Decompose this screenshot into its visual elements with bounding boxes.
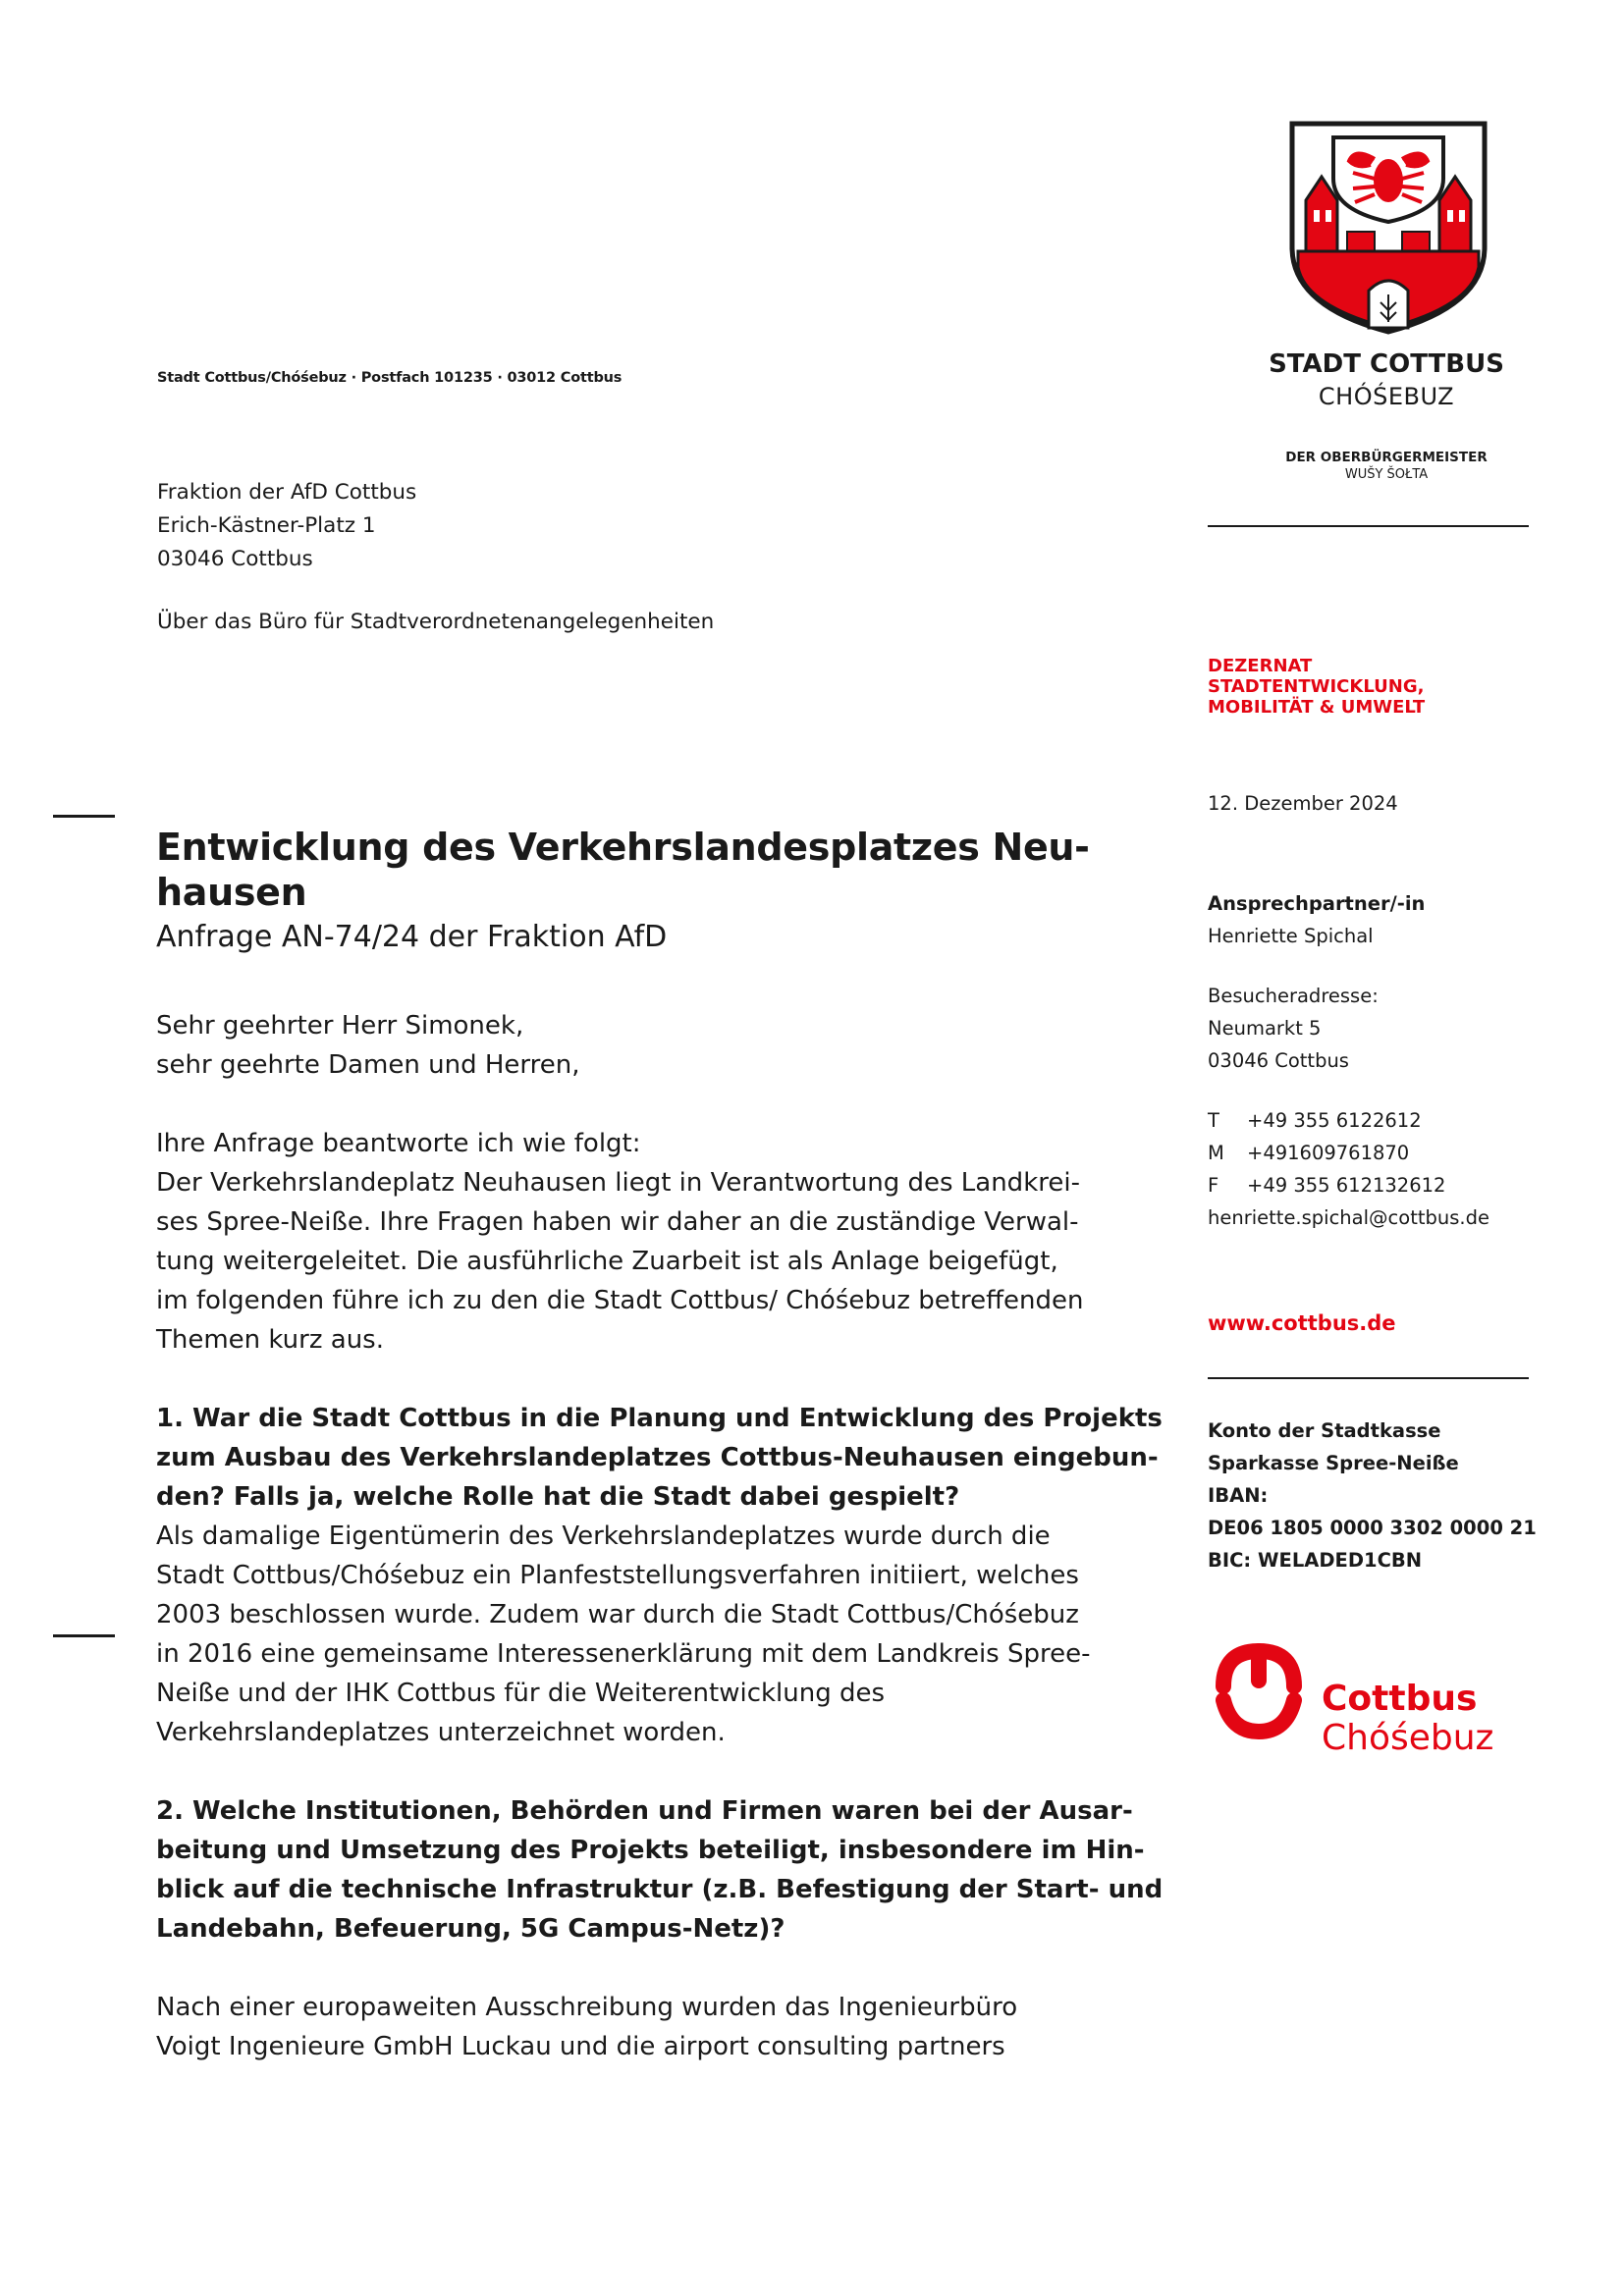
coat-of-arms-logo <box>1284 120 1492 336</box>
divider <box>1208 525 1529 527</box>
contact-heading: Ansprechpartner/-in <box>1208 892 1426 915</box>
question-line: 1. War die Stadt Cottbus in die Planung und Entwicklung des Projekts <box>156 1404 1163 1433</box>
salutation <box>156 1006 1128 1085</box>
phone-number[interactable]: +49 355 6122612 <box>1247 1109 1422 1132</box>
answer-line: Stadt Cottbus/Chóśebuz ein Planfeststellungsverfahren initiiert, welches <box>156 1561 1079 1590</box>
department-line: MOBILITÄT & UMWELT <box>1208 697 1426 718</box>
sender-return-address: Stadt Cottbus/Chóśebuz · Postfach 101235 · 03012 Cottbus <box>157 370 623 386</box>
answer-2 <box>156 1988 1128 2066</box>
office-name-sorbian: WUŠY ŠOŁTA <box>1344 467 1429 482</box>
department-name <box>1208 656 1425 718</box>
fax-number: +49 355 612132612 <box>1247 1174 1446 1197</box>
divider <box>1208 1377 1529 1379</box>
fold-mark <box>53 815 115 818</box>
via-line: Über das Büro für Stadtverordnetenangelegenheiten <box>157 610 715 634</box>
phone-label: T <box>1208 1109 1219 1132</box>
mobile-label: M <box>1208 1142 1224 1164</box>
phone-row <box>1208 1104 1489 1137</box>
website-link[interactable]: www.cottbus.de <box>1208 1311 1396 1335</box>
answer-line: 2003 beschlossen wurde. Zudem war durch die Stadt Cottbus/Chóśebuz <box>156 1600 1079 1629</box>
title-line: hausen <box>156 871 307 914</box>
brand-wordmark <box>1322 1680 1493 1758</box>
title-line: Entwicklung des Verkehrslandesplatzes Neu- <box>156 826 1090 869</box>
question-line: den? Falls ja, welche Rolle hat die Stadt dabei gespielt? <box>156 1482 960 1512</box>
bank-line: Sparkasse Spree-Neiße <box>1208 1452 1459 1474</box>
text-line: Themen kurz aus. <box>156 1325 384 1355</box>
text-line: im folgenden führe ich zu den die Stadt Cottbus/ Chóśebuz betreffenden <box>156 1286 1084 1315</box>
question-line: zum Ausbau des Verkehrslandeplatzes Cottbus-Neuhausen eingebun- <box>156 1443 1159 1472</box>
answer-line: Verkehrslandeplatzes unterzeichnet worden. <box>156 1718 726 1747</box>
answer-line: in 2016 eine gemeinsame Interessenerklärung mit dem Landkreis Spree- <box>156 1639 1091 1669</box>
question-line: Landebahn, Befeuerung, 5G Campus-Netz)? <box>156 1914 785 1944</box>
answer-line: Nach einer europaweiten Ausschreibung wurden das Ingenieurbüro <box>156 1993 1018 2022</box>
city-name: STADT COTTBUS <box>1269 349 1504 379</box>
office-name: DER OBERBÜRGERMEISTER <box>1285 450 1488 465</box>
question-2 <box>156 1791 1164 1949</box>
visitor-address-label: Besucheradresse: <box>1208 985 1379 1007</box>
email-link[interactable]: henriette.spichal@cottbus.de <box>1208 1206 1489 1229</box>
brand-name-sorbian: Chóśebuz <box>1322 1718 1494 1758</box>
question-line: blick auf die technische Infrastruktur (z.B. Befestigung der Start- und <box>156 1875 1164 1904</box>
text-line: ses Spree-Neiße. Ihre Fragen haben wir daher an die zuständige Verwal- <box>156 1207 1079 1237</box>
bank-line: Konto der Stadtkasse <box>1208 1419 1441 1442</box>
letter-title <box>156 825 1128 915</box>
salutation-line: sehr geehrte Damen und Herren, <box>156 1050 580 1080</box>
fax-label: F <box>1208 1174 1219 1197</box>
recipient-line: Fraktion der AfD Cottbus <box>157 480 417 505</box>
brand-name: Cottbus <box>1322 1679 1478 1719</box>
fax-row <box>1208 1169 1489 1201</box>
text-line: Der Verkehrslandeplatz Neuhausen liegt in Verantwortung des Landkrei- <box>156 1168 1080 1198</box>
answer-line: Voigt Ingenieure GmbH Luckau und die airport consulting partners <box>156 2032 1005 2061</box>
answer-line: Neiße und der IHK Cottbus für die Weiterentwicklung des <box>156 1679 886 1708</box>
visitor-city: 03046 Cottbus <box>1208 1049 1349 1072</box>
department-line: STADTENTWICKLUNG, <box>1208 676 1425 697</box>
contact-name: Henriette Spichal <box>1208 925 1374 947</box>
mobile-number[interactable]: +491609761870 <box>1247 1142 1410 1164</box>
contact-block <box>1208 887 1489 1234</box>
city-name-sorbian: CHÓŚEBUZ <box>1318 383 1455 410</box>
recipient-address <box>157 476 416 576</box>
question-answer-1 <box>156 1399 1163 1752</box>
text-line: tung weitergeleitet. Die ausführliche Zuarbeit ist als Anlage beigefügt, <box>156 1247 1058 1276</box>
fold-mark <box>53 1634 115 1637</box>
mobile-row <box>1208 1137 1489 1169</box>
office-title <box>1210 450 1563 483</box>
visitor-street: Neumarkt 5 <box>1208 1017 1322 1040</box>
intro-paragraph <box>156 1124 1128 1360</box>
letter-body <box>156 825 1164 2066</box>
iban-value: DE06 1805 0000 3302 0000 21 <box>1208 1517 1537 1539</box>
text-line: Ihre Anfrage beantworte ich wie folgt: <box>156 1129 641 1158</box>
department-line: DEZERNAT <box>1208 656 1313 676</box>
iban-label: IBAN: <box>1208 1484 1269 1507</box>
answer-line: Als damalige Eigentümerin des Verkehrslandeplatzes wurde durch die <box>156 1522 1051 1551</box>
question-line: beitung und Umsetzung des Projekts beteiligt, insbesondere im Hin- <box>156 1836 1145 1865</box>
question-line: 2. Welche Institutionen, Behörden und Firmen waren bei der Ausar- <box>156 1796 1133 1826</box>
recipient-line: Erich-Kästner-Platz 1 <box>157 513 376 538</box>
cottbus-brand-logo <box>1210 1641 1308 1739</box>
recipient-line: 03046 Cottbus <box>157 547 313 571</box>
bic-value: BIC: WELADED1CBN <box>1208 1549 1423 1572</box>
letter-date: 12. Dezember 2024 <box>1208 792 1398 815</box>
salutation-line: Sehr geehrter Herr Simonek, <box>156 1011 524 1041</box>
bank-details <box>1208 1415 1537 1576</box>
letterhead-city-name <box>1259 349 1514 410</box>
letter-subtitle: Anfrage AN-74/24 der Fraktion AfD <box>156 920 668 954</box>
